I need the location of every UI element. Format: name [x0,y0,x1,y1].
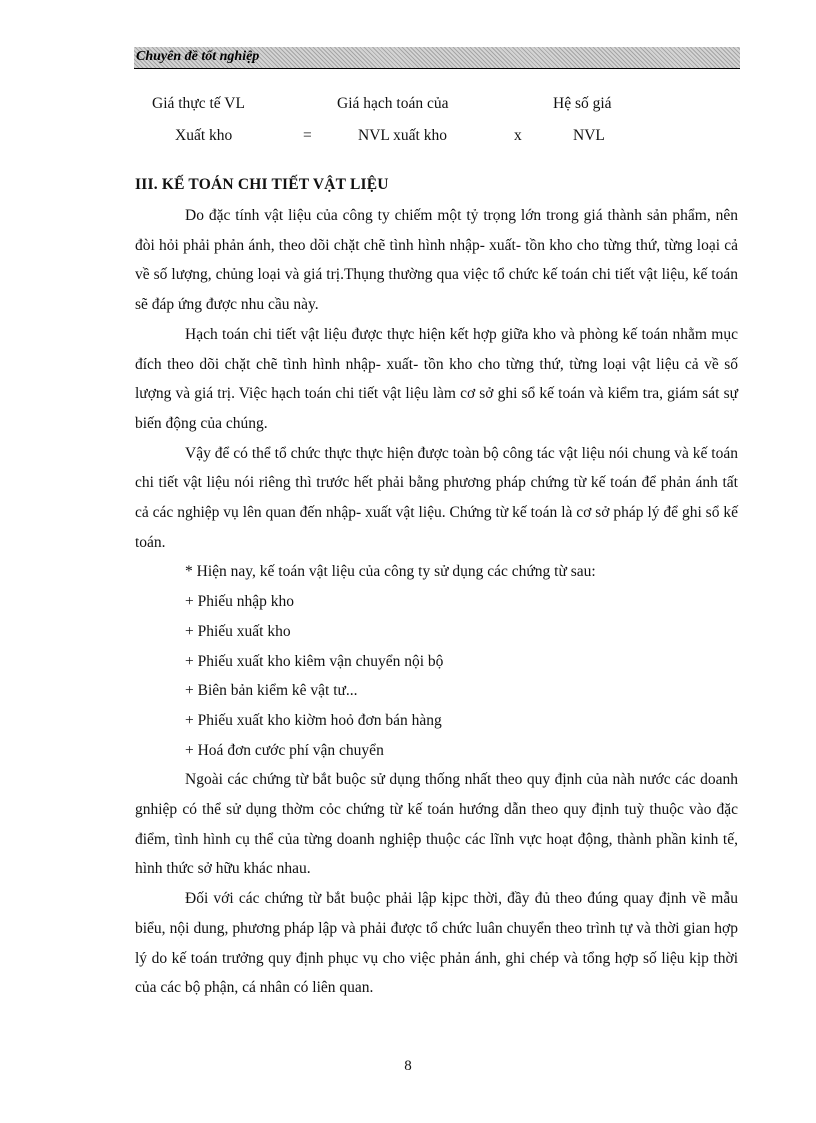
paragraph: Vậy để có thể tổ chức thực thực hiện được toàn bộ công tác vật liệu nói chung và kế toán chi tiết vật liệu nói riêng thì trước hết phải bằng phương pháp chứng từ kế toán để phản ánh tất cả các nghiệp vụ lên quan đến nhập- xuất vật liệu. Chứng từ kế toán là cơ sở pháp lý để ghi sổ kế toán. [135,444,738,551]
list-item: + Hoá đơn cước phí vận chuyển [185,741,384,759]
paragraph: Hạch toán chi tiết vật liệu được thực hiện kết hợp giữa kho và phòng kế toán nhằm mục đích theo dõi chặt chẽ tình hình nhập- xuất- tồn kho cho từng thứ, từng loại vật liệu cả về số lượng và giá trị. Việc hạch toán chi tiết vật liệu làm cơ sở ghi sổ kế toán và kiểm tra, giám sát sự biến động của chúng. [135,325,738,432]
paragraph: Đối với các chứng từ bắt buộc phải lập kịpc thời, đầy đủ theo đúng quay định về mẫu biểu, nội dung, phương pháp lập và phải được tổ chức luân chuyển theo trình tự và thời gian hợp lý do kế toán trưởng quy định phục vụ cho việc phản ánh, ghi chép và tổng hợp số liệu kịp thời của các bộ phận, cá nhân có liên quan. [135,890,738,997]
paragraph: Do đặc tính vật liệu của công ty chiếm một tỷ trọng lớn trong giá thành sản phẩm, nên đòi hỏi phải phản ánh, theo dõi chặt chẽ tình hình nhập- xuất- tồn kho cho từng thứ, từng loại cả về số lượng, chủng loại và giá trị.Thụng thường qua việc tổ chức kế toán chi tiết vật liệu, kế toán sẽ đáp ứng được nhu cầu này. [135,207,738,314]
page-number: 8 [404,1058,412,1074]
header-title: Chuyên đề tốt nghiệp [136,49,260,64]
formula-equals-sign: = [303,127,312,144]
running-header [134,47,740,69]
section-heading: III. KẾ TOÁN CHI TIẾT VẬT LIỆU [135,176,389,193]
body-text [135,201,738,1003]
paragraph: Ngoài các chứng từ bắt buộc sử dụng thống nhất theo quy định của nàh nước các doanh gnhiệp có thể sử dụng thờm cỏc chứng từ kế toán hướng dẫn theo quy định tuỳ thuộc vào đặc điểm, tình hình cụ thể của từng doanh nghiệp thuộc các lĩnh vực hoạt động, thành phần kinh tế, hình thức sở hữu khác nhau. [135,771,738,878]
list-item: + Phiếu nhập kho [185,593,295,611]
list-item: + Phiếu xuất kho [185,622,291,640]
formula-multiply-sign: x [514,127,522,144]
formula-coefficient-label: Hệ số giá [553,95,612,112]
list-intro: * Hiện nay, kế toán vật liệu của công ty sử dụng các chứng từ sau: [185,563,596,581]
list-item: + Phiếu xuất kho kiêm vận chuyển nội bộ [185,652,444,670]
formula-actual-price-label: Giá thực tế VL [152,95,245,112]
list-item: + Biên bản kiểm kê vật tư... [185,682,358,700]
list-item: + Phiếu xuất kho kiờm hoỏ đơn bán hàng [185,711,442,729]
formula-nvl-export-label: NVL xuất kho [358,127,447,144]
formula-export-label: Xuất kho [175,127,233,144]
formula-nvl-label: NVL [573,127,605,144]
formula-accounting-price-label: Giá hạch toán của [337,95,449,112]
